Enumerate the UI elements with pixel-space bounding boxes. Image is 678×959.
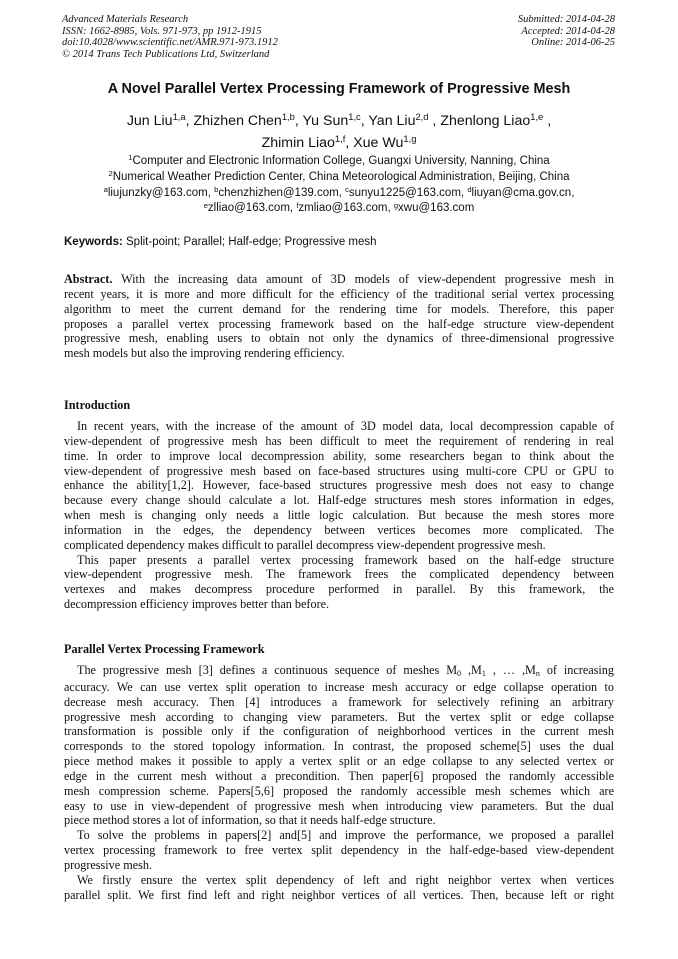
abstract-line: Abstract. With the increasing data amount of 3D models of view-dependent progressive mesh in [64,272,614,286]
abstract-line: proposes a parallel vertex processing framework based on the half-edge structure view-dependent [64,316,614,331]
body-line: progressive mesh according to changing view parameters. But the vertex split or edge collapse [64,709,614,724]
body-line: view-dependent of progressive mesh based on face-based structures using multi-core CPU or GPU to [64,463,614,478]
abstract-line: mesh models but also the improving rendering efficiency. [64,346,345,361]
email[interactable]: $^a$liujunzky@163.com [103,184,208,199]
body-line: complicated dependency makes difficult to parallel decompress view-dependent progressive mesh. [64,537,546,552]
body-line: decompression efficiency improves better than before. [64,597,330,612]
body-line: vertex processing framework to free vertex split dependency in the half-edge-based view-dependent [64,843,614,858]
email[interactable]: $^d$liuyan@cma.gov.cn [467,184,572,199]
body-line: view-dependent progressive mesh. The framework frees the complicated dependency between [64,567,614,582]
email[interactable]: $^c$sunyu1225@163.com [345,184,461,199]
body-line: In recent years, with the increase of the amount of 3D model data, local decompression capable of [77,419,614,433]
body-line: The progressive mesh [3] defines a continuous sequence of meshes $M_0$ $,M_1$ , … $,M_n$ of increasing [77,663,614,678]
body-line: decrease mesh accuracy. Then [4] introduces a framework for selectively refining an arbitrary [64,694,614,709]
accepted-date: Accepted: 2014-04-28 [521,25,615,37]
body-line: because every change should calculate a lot. Half-edge structures mesh stores information in edges, [64,493,614,508]
author: Xue Wu$^{1,g}$ [353,134,417,151]
body-line: We firstly ensure the vertex split dependency of left and right neighbor vertex when vertices [77,872,614,887]
body-line: when mesh is changing only needs a little logic calculation. But because the mesh stores more [64,508,614,523]
online-date: Online: 2014-06-25 [531,37,615,49]
author: Zhizhen Chen$^{1,b}$ [193,112,295,129]
section-heading-framework: Parallel Vertex Processing Framework [64,642,265,656]
dates-header [518,14,615,49]
body-line: mesh compression scheme. Papers[5,6] proposed the randomly accessible mesh schemes which are [64,783,614,798]
keywords-text: Split-point; Parallel; Half-edge; Progressive mesh [126,236,377,248]
affiliation: $^2$Numerical Weather Prediction Center, China Meteorological Administration, Beijing, China [108,169,570,183]
journal-header [62,14,278,60]
author: Yan Liu$^{2,d}$ [368,112,429,129]
keywords-label: Keywords: [64,236,123,248]
affiliations [40,154,638,217]
email[interactable]: $^f$zmliao@163.com [296,200,388,215]
body-line: accuracy. We can use vertex split operation to increase mesh accuracy or edge collapse operation to [64,679,614,694]
body-line: piece method stores a lot of information, so that it needs half-edge structure. [64,813,436,828]
paper-title: A Novel Parallel Vertex Processing Framework of Progressive Mesh [107,81,571,97]
body-line: parallel split. We first find left and right neighbor vertices of all vertices. Then, because left or right [64,887,614,902]
email-line: $^a$liujunzky@163.com, $^b$chenzhizhen@139.com, $^c$sunyu1225@163.com, $^d$liuyan@cma.gov.cn, [103,184,575,199]
body-line: information in the edges, the dependency between vertices becomes more complicated. The [64,522,614,537]
body-line: time. In order to improve local decompression ability, some researchers began to think about the [64,448,614,463]
email[interactable]: $^b$chenzhizhen@139.com [214,184,339,199]
author: Yu Sun$^{1,c}$ [302,112,361,129]
body-line: enhance the ability[1,2]. However, face-based structures progressive mesh does not easy to change [64,478,614,493]
abstract-line: progressive mesh, enabling users to obtain not only the dynamics of three-dimensional progressive [64,331,614,346]
doi-line: doi:10.4028/www.scientific.net/AMR.971-973.1912 [62,37,278,49]
author: Zhimin Liao$^{1,f}$ [261,134,346,151]
body-line: To solve the problems in papers[2] and[5] and improve the performance, we proposed a parallel [77,828,614,843]
author: Jun Liu$^{1,a}$ [126,112,186,129]
submitted-date: Submitted: 2014-04-28 [517,14,615,25]
body-line: edge in the current mesh without a precondition. Then paper[6] proposed the randomly accessible [64,768,614,783]
journal-name: Advanced Materials Research [62,14,189,25]
email-line: $^e$zlliao@163.com, $^f$zmliao@163.com, $^g$xwu@163.com [203,200,475,215]
body-line: transformation is possible only if the configuration of neighborhood vertices in the current mesh [64,724,614,739]
body-line: vertexes and makes decompress procedure performed in parallel. By this framework, the [64,582,614,597]
author-list: Jun Liu$^{1,a}$, Zhizhen Chen$^{1,b}$, Yu Sun$^{1,c}$, Yan Liu$^{2,d}$ , Zhenlong Liao$^{1,e}$ , Zhimin Liao$^{1,f}$, Xue Wu$^{1,g}$ [126,112,552,151]
abstract-line: algorithm to meet the current demand for the rendering time for models. Therefore, this paper [64,301,614,316]
keywords [64,236,614,248]
abstract [64,272,614,361]
body-line: corresponds to the stored topology information. In contrast, the proposed scheme[5] uses the dual [64,739,614,754]
affiliation: $^1$Computer and Electronic Information College, Guangxi University, Nanning, China [128,153,550,167]
email[interactable]: $^e$zlliao@163.com [203,200,290,215]
copyright-line: © 2014 Trans Tech Publications Ltd, Switzerland [62,48,270,60]
body-line: progressive mesh. [64,857,153,872]
abstract-line: recent years, it is more and more difficult for the efficiency of the traditional serial vertex processing [64,286,614,301]
body-line: easy to use in view-dependent of progressive mesh when introducing view parameters. But the dual [64,798,614,813]
section-heading-introduction: Introduction [64,398,131,412]
body-line: This paper presents a parallel vertex processing framework based on the half-edge structure [77,552,614,567]
body-line: view-dependent of progressive mesh has been difficult to meet the requirement of rendering in real [64,433,614,448]
email[interactable]: $^g$xwu@163.com [393,200,475,215]
abstract-label: Abstract. [64,272,113,286]
issn-line: ISSN: 1662-8985, Vols. 971-973, pp 1912-1915 [62,25,262,37]
body-line: piece method makes it possible to apply a vertex split or an edge collapse to any selected vertex or [64,754,614,769]
framework-body [64,663,614,903]
introduction-body [64,419,614,612]
author: Zhenlong Liao$^{1,e}$ [440,112,544,129]
